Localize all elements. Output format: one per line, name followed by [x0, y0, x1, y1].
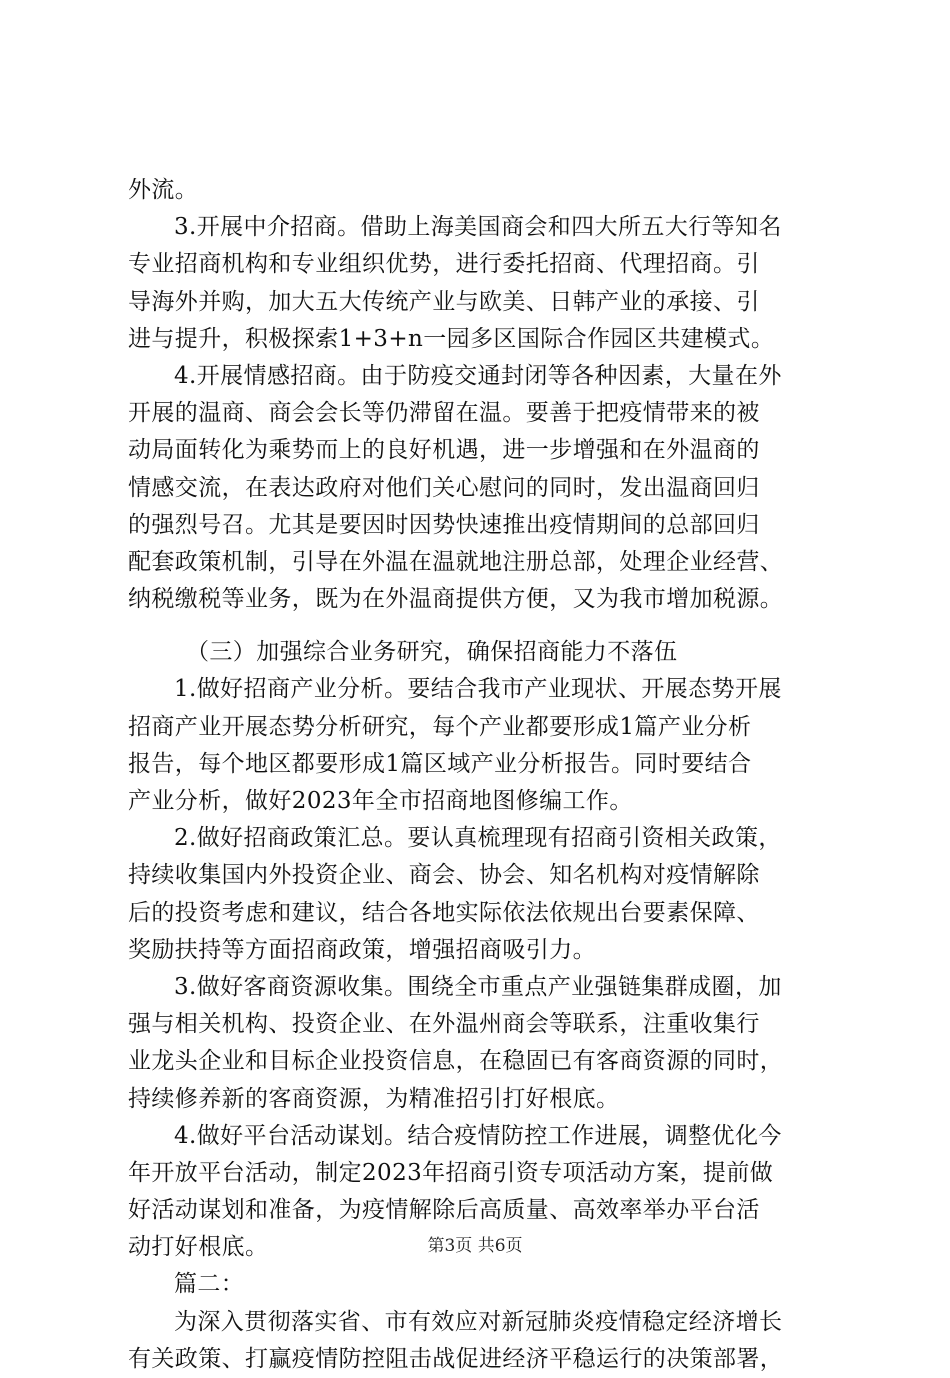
text-line: 有关政策、打赢疫情防控阻击战促进经济平稳运行的决策部署，	[128, 1345, 784, 1372]
text-line: 配套政策机制，引导在外温在温就地注册总部，处理企业经营、	[128, 548, 784, 575]
text-line: 后的投资考虑和建议，结合各地实际依法依规出台要素保障、	[128, 899, 760, 926]
text-line: 外流。	[128, 177, 199, 203]
text-line: 持续修养新的客商资源，为精准招引打好根底。	[128, 1085, 620, 1112]
text-line: 情感交流，在表达政府对他们关心慰问的同时，发出温商回归	[128, 474, 760, 501]
text-line: 导海外并购，加大五大传统产业与欧美、日韩产业的承接、引	[128, 288, 760, 315]
text-line: 4.做好平台活动谋划。结合疫情防控工作进展，调整优化今	[174, 1122, 782, 1149]
text-line: 3.做好客商资源收集。围绕全市重点产业强链集群成圈，加	[174, 973, 782, 1000]
section-heading: （三）加强综合业务研究，确保招商能力不落伍	[186, 639, 678, 666]
text-line: 业龙头企业和目标企业投资信息，在稳固已有客商资源的同时，	[128, 1048, 784, 1075]
text-line: 4.开展情感招商。由于防疫交通封闭等各种因素，大量在外	[174, 362, 782, 389]
text-line: 篇二：	[174, 1271, 245, 1298]
text-line: 年开放平台活动，制定2023年招商引资专项活动方案，提前做	[128, 1159, 774, 1186]
text-line: 2.做好招商政策汇总。要认真梳理现有招商引资相关政策，	[174, 825, 782, 852]
text-line: 纳税缴税等业务，既为在外温商提供方便，又为我市增加税源。	[128, 586, 784, 613]
text-line: 动局面转化为乘势而上的良好机遇，进一步增强和在外温商的	[128, 437, 760, 464]
text-line: 3.开展中介招商。借助上海美国商会和四大所五大行等知名	[174, 214, 782, 241]
text-line: 招商产业开展态势分析研究，每个产业都要形成1篇产业分析	[128, 713, 752, 740]
text-line: 报告，每个地区都要形成1篇区域产业分析报告。同时要结合	[128, 750, 752, 777]
text-line: 动打好根底。	[128, 1234, 269, 1261]
text-line: 强与相关机构、投资企业、在外温州商会等联系，注重收集行	[128, 1011, 760, 1038]
text-line: 为深入贯彻落实省、市有效应对新冠肺炎疫情稳定经济增长	[174, 1308, 783, 1335]
text-line: 开展的温商、商会会长等仍滞留在温。要善于把疫情带来的被	[128, 400, 760, 427]
text-line: 进与提升，积极探索1+3+n一园多区国际合作园区共建模式。	[128, 325, 775, 352]
text-line: 持续收集国内外投资企业、商会、协会、知名机构对疫情解除	[128, 862, 760, 889]
document-body	[128, 172, 850, 1378]
text-line: 好活动谋划和准备，为疫情解除后高质量、高效率举办平台活	[128, 1197, 760, 1224]
text-line: 1.做好招商产业分析。要结合我市产业现状、开展态势开展	[174, 676, 782, 703]
text-line: 专业招商机构和专业组织优势，进行委托招商、代理招商。引	[128, 251, 760, 278]
text-line: 产业分析，做好2023年全市招商地图修编工作。	[128, 788, 633, 814]
page-footer: 第3页 共6页	[427, 1236, 523, 1256]
text-line: 的强烈号召。尤其是要因时因势快速推出疫情期间的总部回归	[128, 511, 760, 538]
text-line: 奖励扶持等方面招商政策，增强招商吸引力。	[128, 936, 596, 963]
